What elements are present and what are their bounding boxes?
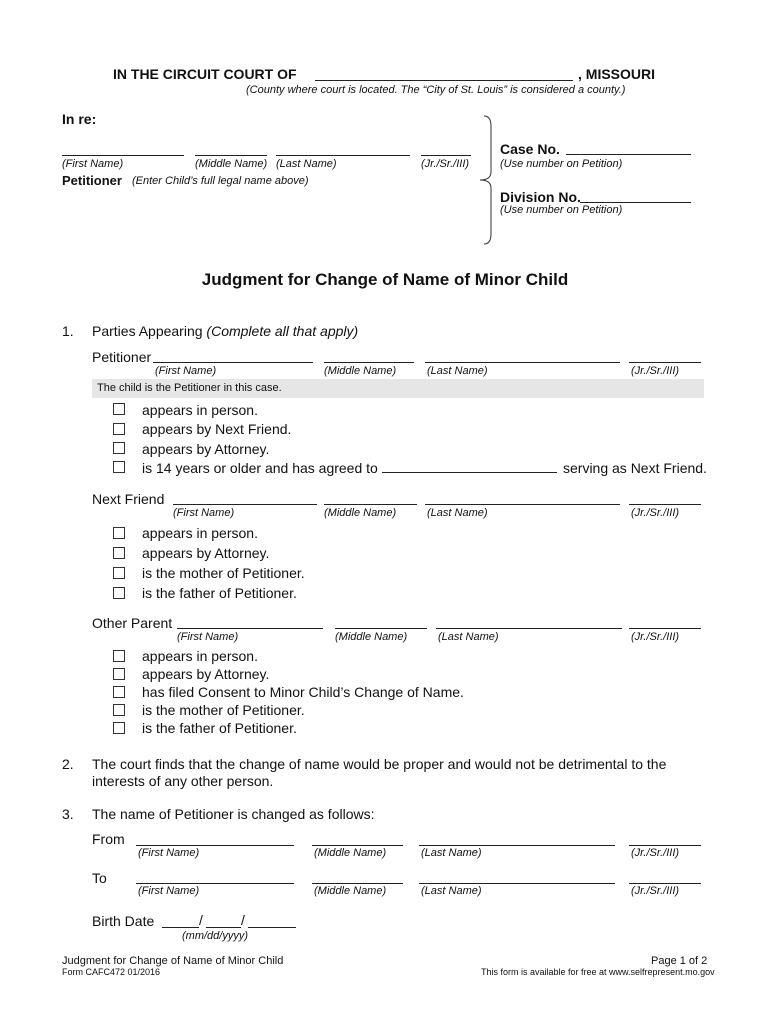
to-first-name-field[interactable] bbox=[136, 883, 294, 884]
other-parent-consent-checkbox[interactable] bbox=[113, 686, 125, 698]
next-friend-middle-name-label: (Middle Name) bbox=[324, 507, 397, 519]
petitioner-age-label: is 14 years or older and has agreed to bbox=[142, 460, 378, 476]
other-parent-mother-label: is the mother of Petitioner. bbox=[142, 702, 305, 718]
footer-page-number: Page 1 of 2 bbox=[651, 955, 708, 967]
case-no-note: (Use number on Petition) bbox=[500, 158, 623, 170]
other-parent-last-name-field[interactable] bbox=[436, 628, 622, 629]
county-note: (County where court is located. The “City of St. Louis” is considered a county.) bbox=[246, 84, 626, 96]
petitioner-attorney-label: appears by Attorney. bbox=[142, 441, 270, 457]
other-parent-attorney-label: appears by Attorney. bbox=[142, 666, 270, 682]
section3-heading: The name of Petitioner is changed as follows: bbox=[92, 806, 375, 822]
petitioner-next-friend-checkbox[interactable] bbox=[113, 423, 125, 435]
petitioner-age-suffix: serving as Next Friend. bbox=[563, 460, 707, 476]
section2-number: 2. bbox=[62, 756, 74, 772]
state-label: , MISSOURI bbox=[578, 66, 656, 82]
to-first-name-label: (First Name) bbox=[138, 885, 200, 897]
next-friend-attorney-label: appears by Attorney. bbox=[142, 545, 270, 561]
next-friend-label: Next Friend bbox=[92, 491, 165, 507]
petitioner-label: Petitioner bbox=[92, 349, 152, 365]
birth-date-slash-1: / bbox=[199, 912, 203, 928]
case-no-label: Case No. bbox=[500, 141, 560, 157]
section1-heading bbox=[92, 323, 358, 339]
next-friend-father-checkbox[interactable] bbox=[113, 587, 125, 599]
to-middle-name-field[interactable] bbox=[312, 883, 403, 884]
section1-heading-text: Parties Appearing bbox=[92, 323, 203, 339]
birth-month-field[interactable] bbox=[162, 927, 199, 928]
petitioner-note: The child is the Petitioner in this case. bbox=[97, 382, 282, 394]
petitioner-middle-name-label: (Middle Name) bbox=[324, 365, 397, 377]
section1-heading-note: (Complete all that apply) bbox=[206, 323, 359, 339]
next-friend-first-name-field[interactable] bbox=[173, 504, 317, 505]
caption-last-name-field[interactable] bbox=[276, 155, 410, 156]
other-parent-in-person-checkbox[interactable] bbox=[113, 650, 125, 662]
next-friend-last-name-label: (Last Name) bbox=[427, 507, 488, 519]
section1-number: 1. bbox=[62, 323, 74, 339]
court-heading: IN THE CIRCUIT COURT OF bbox=[113, 66, 297, 82]
to-middle-name-label: (Middle Name) bbox=[314, 885, 387, 897]
petitioner-caption-label: Petitioner bbox=[62, 173, 122, 188]
in-re-label: In re: bbox=[62, 111, 97, 127]
next-friend-attorney-checkbox[interactable] bbox=[113, 547, 125, 559]
from-last-name-label: (Last Name) bbox=[421, 847, 482, 859]
petitioner-in-person-label: appears in person. bbox=[142, 402, 258, 418]
other-parent-suffix-field[interactable] bbox=[629, 628, 701, 629]
to-label: To bbox=[92, 870, 107, 886]
section2-line1: The court finds that the change of name would be proper and would not be detrimental to the bbox=[92, 756, 667, 772]
next-friend-middle-name-field[interactable] bbox=[324, 504, 417, 505]
from-first-name-field[interactable] bbox=[136, 845, 294, 846]
to-suffix-label: (Jr./Sr./III) bbox=[631, 885, 680, 897]
from-middle-name-label: (Middle Name) bbox=[314, 847, 387, 859]
next-friend-mother-checkbox[interactable] bbox=[113, 567, 125, 579]
footer-form-no: Form CAFC472 01/2016 bbox=[62, 967, 161, 977]
footer-title: Judgment for Change of Name of Minor Child bbox=[62, 955, 284, 967]
petitioner-last-name-label: (Last Name) bbox=[427, 365, 488, 377]
next-friend-suffix-field[interactable] bbox=[629, 504, 701, 505]
caption-suffix-label: (Jr./Sr./III) bbox=[421, 158, 470, 170]
caption-brace-icon bbox=[476, 114, 496, 246]
next-friend-father-label: is the father of Petitioner. bbox=[142, 585, 297, 601]
next-friend-in-person-checkbox[interactable] bbox=[113, 527, 125, 539]
caption-first-name-field[interactable] bbox=[62, 155, 184, 156]
from-suffix-field[interactable] bbox=[629, 845, 701, 846]
page-title: Judgment for Change of Name of Minor Child bbox=[201, 270, 569, 289]
other-parent-father-checkbox[interactable] bbox=[113, 722, 125, 734]
next-friend-in-person-label: appears in person. bbox=[142, 525, 258, 541]
petitioner-middle-name-field[interactable] bbox=[324, 362, 414, 363]
county-field[interactable] bbox=[315, 80, 573, 81]
birth-day-field[interactable] bbox=[206, 927, 241, 928]
next-friend-first-name-label: (First Name) bbox=[173, 507, 235, 519]
from-first-name-label: (First Name) bbox=[138, 847, 200, 859]
petitioner-age-checkbox[interactable] bbox=[113, 461, 125, 473]
birth-date-format: (mm/dd/yyyy) bbox=[182, 930, 248, 942]
next-friend-agreed-field[interactable] bbox=[382, 472, 557, 473]
division-no-label: Division No. bbox=[500, 189, 581, 205]
petitioner-next-friend-label: appears by Next Friend. bbox=[142, 421, 292, 437]
other-parent-first-name-label: (First Name) bbox=[177, 631, 239, 643]
other-parent-last-name-label: (Last Name) bbox=[438, 631, 499, 643]
petitioner-first-name-label: (First Name) bbox=[155, 365, 217, 377]
caption-first-name-label: (First Name) bbox=[62, 158, 124, 170]
petitioner-last-name-field[interactable] bbox=[425, 362, 620, 363]
other-parent-middle-name-label: (Middle Name) bbox=[335, 631, 408, 643]
caption-last-name-label: (Last Name) bbox=[276, 158, 337, 170]
caption-suffix-field[interactable] bbox=[421, 155, 471, 156]
caption-middle-name-field[interactable] bbox=[195, 155, 267, 156]
case-no-field[interactable] bbox=[566, 154, 691, 155]
other-parent-label: Other Parent bbox=[92, 615, 173, 631]
section2-line2: interests of any other person. bbox=[92, 773, 274, 789]
other-parent-father-label: is the father of Petitioner. bbox=[142, 720, 297, 736]
division-no-note: (Use number on Petition) bbox=[500, 204, 623, 216]
other-parent-middle-name-field[interactable] bbox=[335, 628, 427, 629]
caption-middle-name-label: (Middle Name) bbox=[195, 158, 268, 170]
other-parent-suffix-label: (Jr./Sr./III) bbox=[631, 631, 680, 643]
petitioner-suffix-field[interactable] bbox=[629, 362, 701, 363]
to-last-name-label: (Last Name) bbox=[421, 885, 482, 897]
petitioner-first-name-field[interactable] bbox=[153, 362, 313, 363]
to-suffix-field[interactable] bbox=[629, 883, 701, 884]
from-middle-name-field[interactable] bbox=[312, 845, 403, 846]
from-suffix-label: (Jr./Sr./III) bbox=[631, 847, 680, 859]
next-friend-mother-label: is the mother of Petitioner. bbox=[142, 565, 305, 581]
petitioner-caption-note: (Enter Child’s full legal name above) bbox=[132, 175, 309, 187]
petitioner-attorney-checkbox[interactable] bbox=[113, 442, 125, 454]
birth-date-slash-2: / bbox=[241, 912, 245, 928]
other-parent-in-person-label: appears in person. bbox=[142, 648, 258, 664]
petitioner-suffix-label: (Jr./Sr./III) bbox=[631, 365, 680, 377]
to-last-name-field[interactable] bbox=[419, 883, 615, 884]
other-parent-first-name-field[interactable] bbox=[177, 628, 323, 629]
other-parent-consent-label: has filed Consent to Minor Child’s Change of Name. bbox=[142, 684, 464, 700]
petitioner-in-person-checkbox[interactable] bbox=[113, 403, 125, 415]
footer-availability: This form is available for free at www.selfrepresent.mo.gov bbox=[481, 967, 715, 977]
division-no-field[interactable] bbox=[580, 202, 691, 203]
next-friend-last-name-field[interactable] bbox=[425, 504, 620, 505]
other-parent-attorney-checkbox[interactable] bbox=[113, 668, 125, 680]
birth-year-field[interactable] bbox=[248, 927, 296, 928]
birth-date-label: Birth Date bbox=[92, 913, 155, 929]
other-parent-mother-checkbox[interactable] bbox=[113, 704, 125, 716]
from-label: From bbox=[92, 831, 125, 847]
next-friend-suffix-label: (Jr./Sr./III) bbox=[631, 507, 680, 519]
from-last-name-field[interactable] bbox=[419, 845, 615, 846]
section3-number: 3. bbox=[62, 806, 74, 822]
